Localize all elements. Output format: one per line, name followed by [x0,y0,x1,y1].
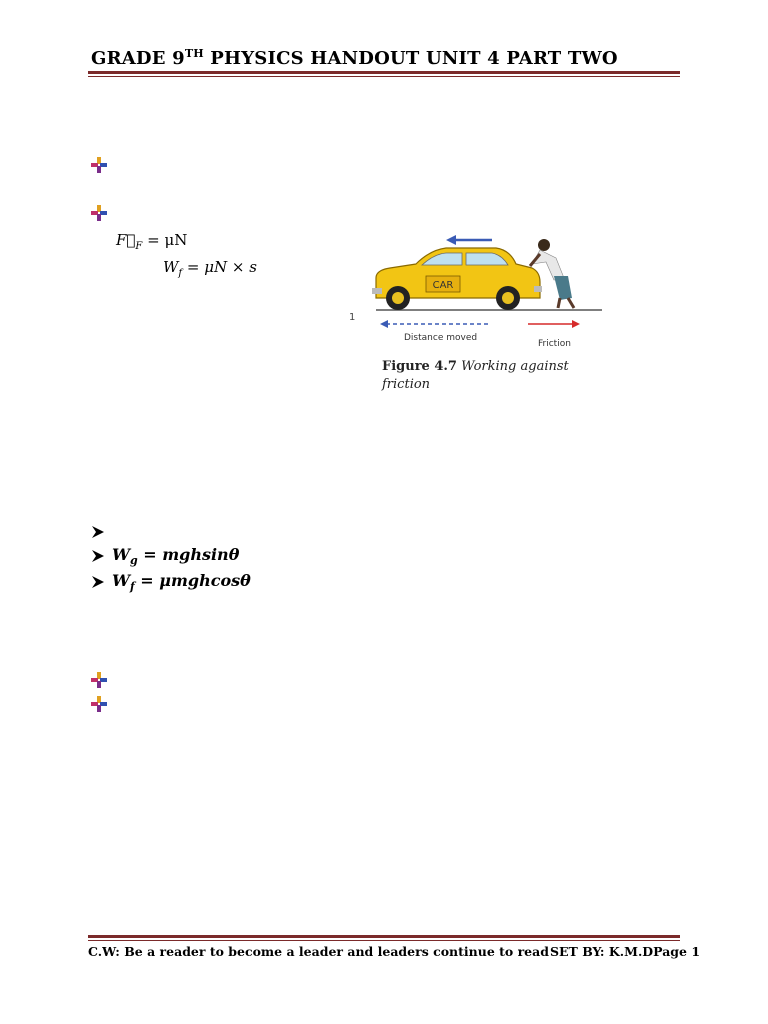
motion-arrowhead [446,235,456,245]
formula-subscript: g [129,554,138,568]
figure-caption [382,358,582,394]
friction-force-formula [116,231,187,252]
front-hubcap [392,292,404,304]
formula-subscript: f [178,268,183,279]
footer-motto: C.W: Be a reader to become a leader and leaders continue to read [88,944,549,959]
header-rule-thick [88,71,680,74]
plus-bullet-icon [91,672,107,688]
rear-hubcap [502,292,514,304]
friction-arrowhead [572,320,580,328]
arrow-bullet-icon [91,575,105,589]
page-title [91,47,618,69]
title-main: GRADE 9 [91,48,185,69]
gravity-work-formula [112,545,239,567]
formula-symbol: W [112,571,130,590]
plus-bullet-icon [91,157,107,173]
caption-number: Figure 4.7 [382,359,457,374]
distance-arrowhead [380,320,388,328]
title-superscript: TH [184,47,204,60]
figure-side-mark: 1 [349,312,356,323]
plus-bullet-icon [91,205,107,221]
plus-bullet-icon [91,696,107,712]
arrow-bullet-icon [91,525,105,539]
work-friction-formula [163,258,257,279]
formula-subscript: F [135,241,143,252]
footer-rule-thin [88,940,680,941]
rear-bumper [534,286,542,292]
formula-symbol: W [112,545,130,564]
header-rule-thin [88,76,680,77]
formula-symbol: F⃗ [116,231,136,249]
formula-rhs: = μN [142,231,188,249]
formula-subscript: f [129,580,135,594]
front-bumper [372,288,382,294]
caption-text: Working against friction [382,359,569,392]
formula-rhs: = μN × s [182,258,257,276]
footer-rule-thick [88,935,680,938]
footer-author-page: SET BY: K.M.DPage 1 [550,944,701,959]
title-rest: PHYSICS HANDOUT UNIT 4 PART TWO [203,48,618,69]
formula-symbol: W [163,258,179,276]
incline-friction-work-formula [112,571,251,593]
arrow-bullet-icon [91,549,105,563]
formula-rhs: = mghsinθ [137,545,240,564]
friction-label: Friction [538,339,571,349]
car-label: CAR [432,280,454,291]
distance-label: Distance moved [404,333,478,343]
formula-rhs: = μmghcosθ [134,571,251,590]
